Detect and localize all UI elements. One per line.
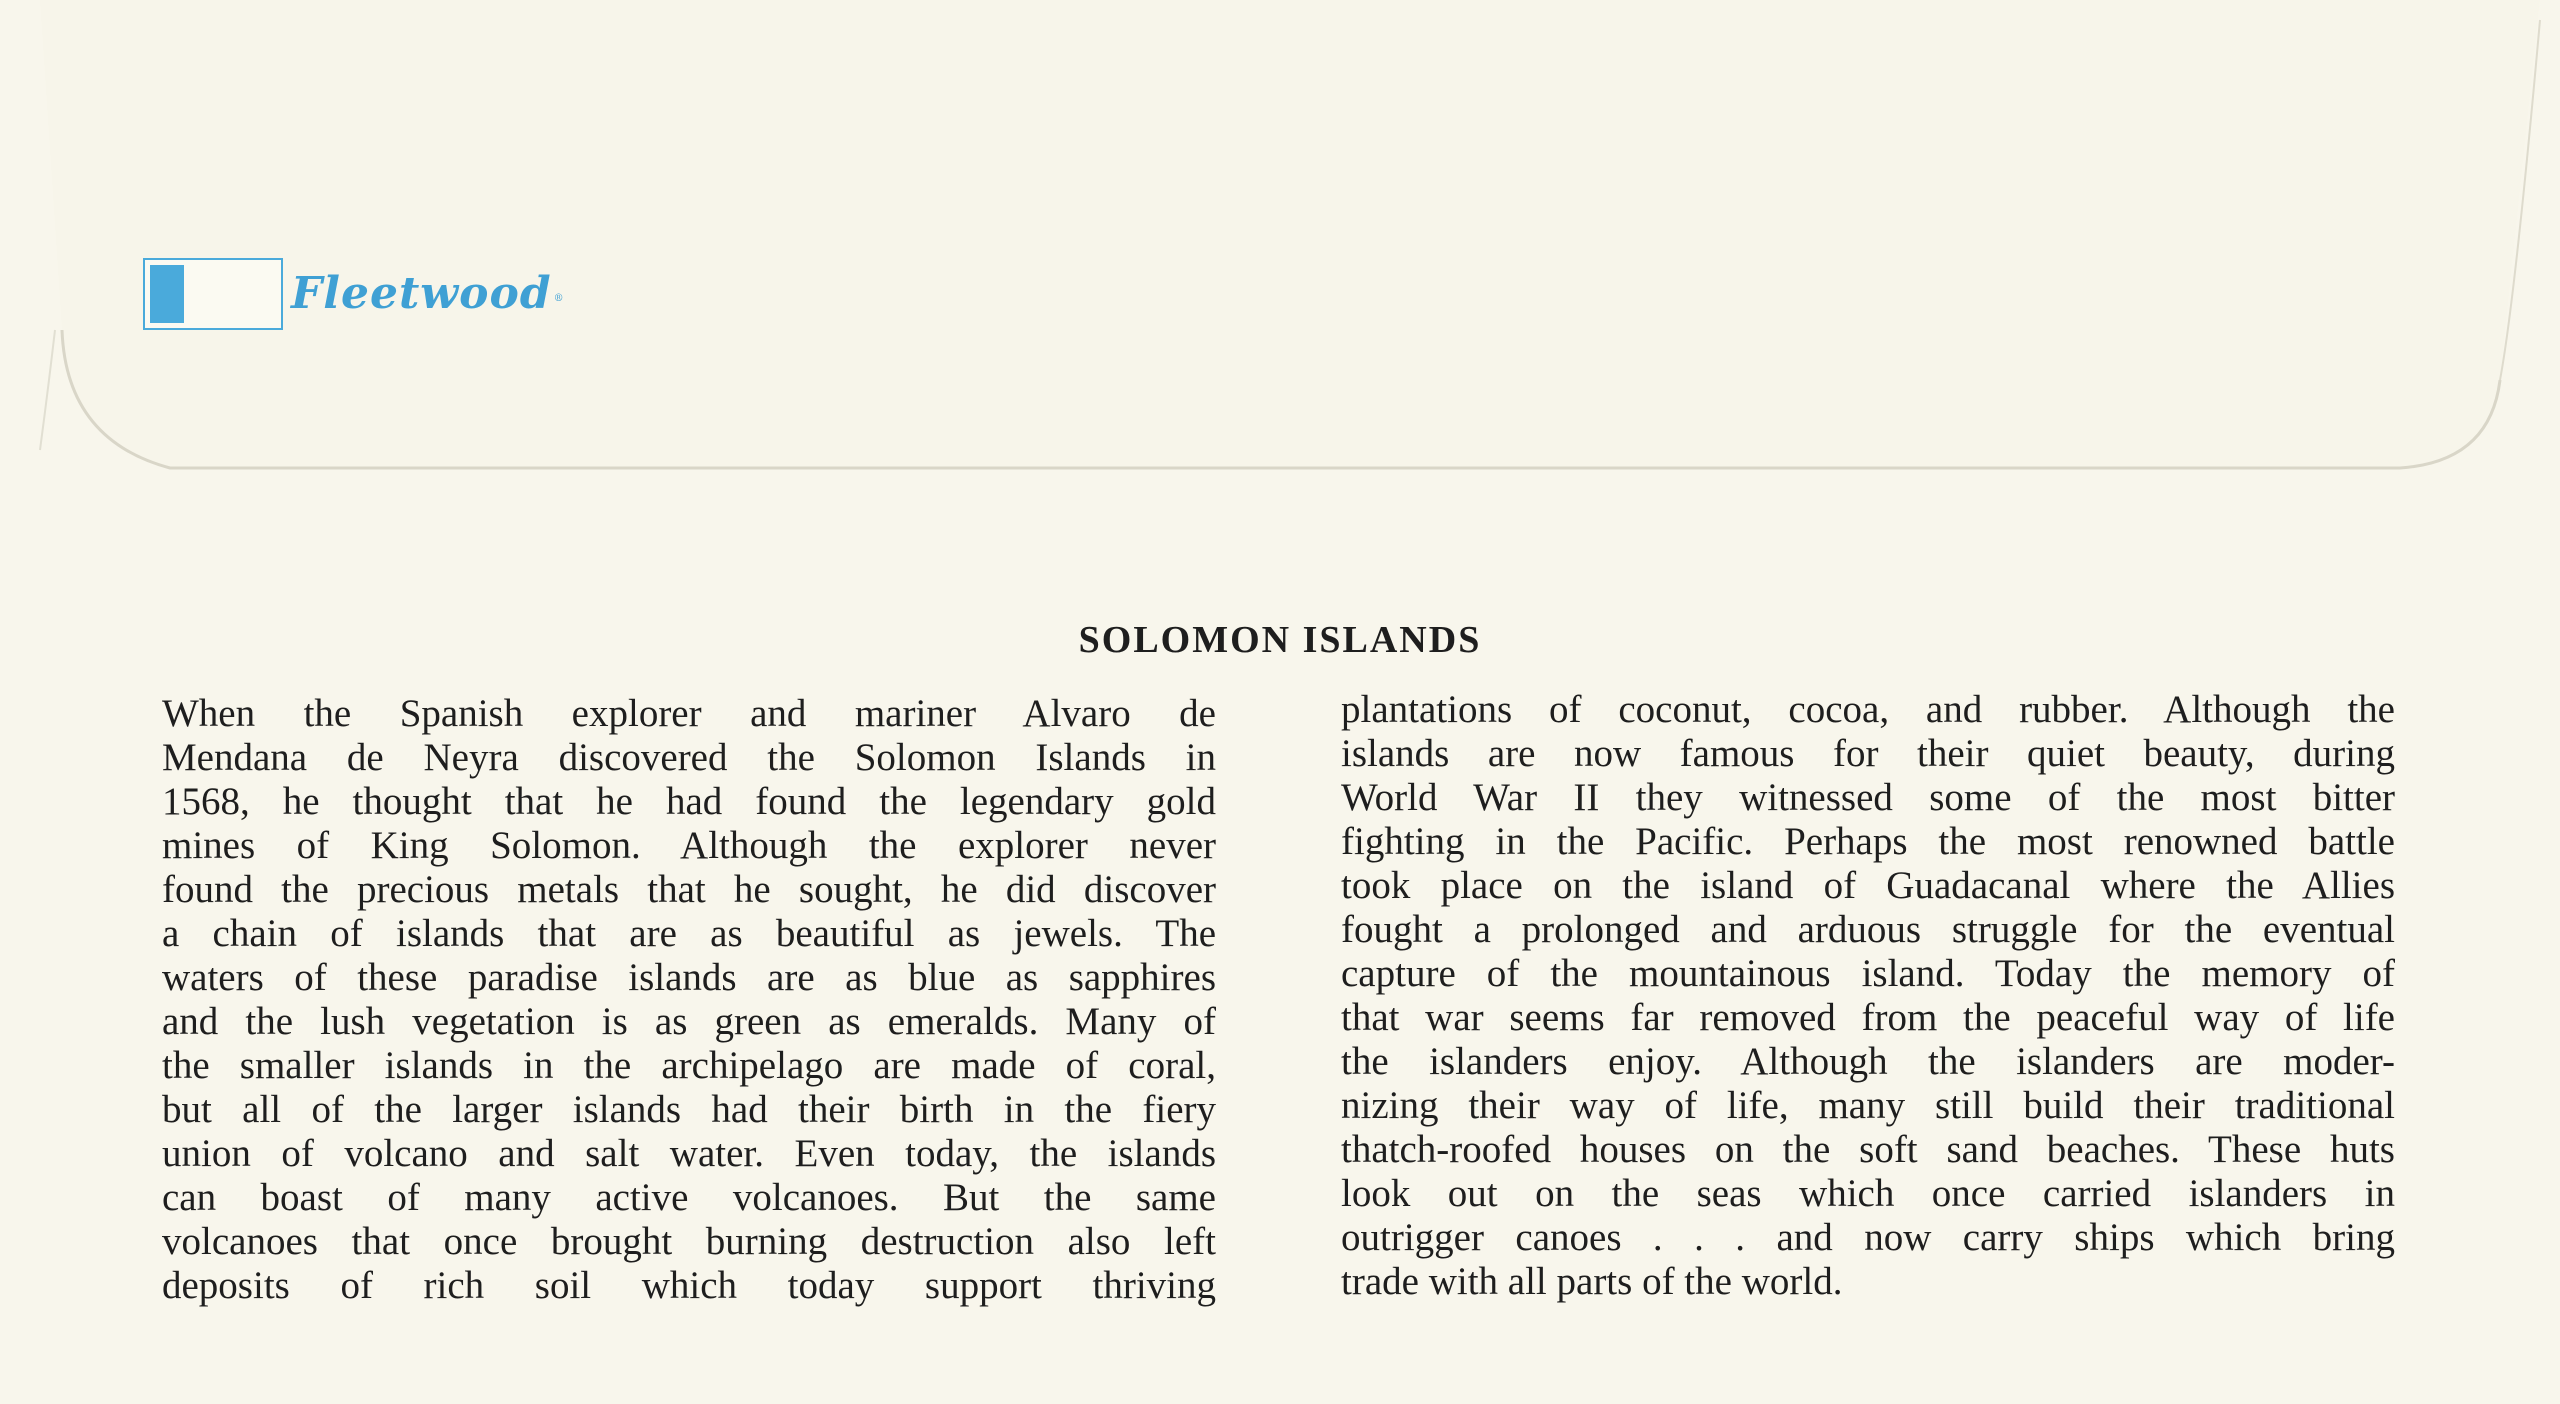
logo-box-fill (150, 265, 184, 323)
text-line: nizing their way of life, many still build their traditional (1341, 1084, 2395, 1127)
left-text-column (162, 692, 1216, 1308)
text-line: capture of the mountainous island. Today the memory of (1341, 952, 2395, 995)
text-line: mines of King Solomon. Although the explorer never (162, 824, 1216, 867)
text-line: outrigger canoes . . . and now carry ships which bring (1341, 1216, 2395, 1259)
text-line: took place on the island of Guadacanal where the Allies (1341, 864, 2395, 907)
text-line: trade with all parts of the world. (1341, 1260, 1843, 1303)
right-text-column (1341, 688, 2395, 1304)
registered-mark: ® (553, 292, 564, 304)
logo-box-icon (143, 258, 283, 330)
text-line: and the lush vegetation is as green as emeralds. Many of (162, 1000, 1216, 1043)
page-title: SOLOMON ISLANDS (1078, 619, 1482, 661)
fleetwood-logo (143, 256, 564, 332)
text-line: but all of the larger islands had their birth in the fiery (162, 1088, 1216, 1131)
text-line: Mendana de Neyra discovered the Solomon Islands in (162, 736, 1216, 779)
text-line: the smaller islands in the archipelago are made of coral, (162, 1044, 1216, 1087)
text-line: waters of these paradise islands are as blue as sapphires (162, 956, 1216, 999)
text-line: fighting in the Pacific. Perhaps the most renowned battle (1341, 820, 2395, 863)
text-line: deposits of rich soil which today support thriving (162, 1264, 1216, 1307)
text-line: When the Spanish explorer and mariner Alvaro de (162, 692, 1216, 735)
logo-brand-text: Fleetwood (291, 268, 552, 319)
text-line: thatch-roofed houses on the soft sand beaches. These huts (1341, 1128, 2395, 1171)
text-line: islands are now famous for their quiet beauty, during (1341, 732, 2395, 775)
text-line: the islanders enjoy. Although the islanders are moder- (1341, 1040, 2395, 1083)
text-line: volcanoes that once brought burning destruction also left (162, 1220, 1216, 1263)
text-line: a chain of islands that are as beautiful as jewels. The (162, 912, 1216, 955)
text-line: found the precious metals that he sought, he did discover (162, 868, 1216, 911)
text-line: union of volcano and salt water. Even today, the islands (162, 1132, 1216, 1175)
text-line: that war seems far removed from the peaceful way of life (1341, 996, 2395, 1039)
text-line: 1568, he thought that he had found the legendary gold (162, 780, 1216, 823)
text-line: World War II they witnessed some of the most bitter (1341, 776, 2395, 819)
text-line: plantations of coconut, cocoa, and rubber. Although the (1341, 688, 2395, 731)
text-line: fought a prolonged and arduous struggle for the eventual (1341, 908, 2395, 951)
text-line: can boast of many active volcanoes. But the same (162, 1176, 1216, 1219)
text-line: look out on the seas which once carried islanders in (1341, 1172, 2395, 1215)
